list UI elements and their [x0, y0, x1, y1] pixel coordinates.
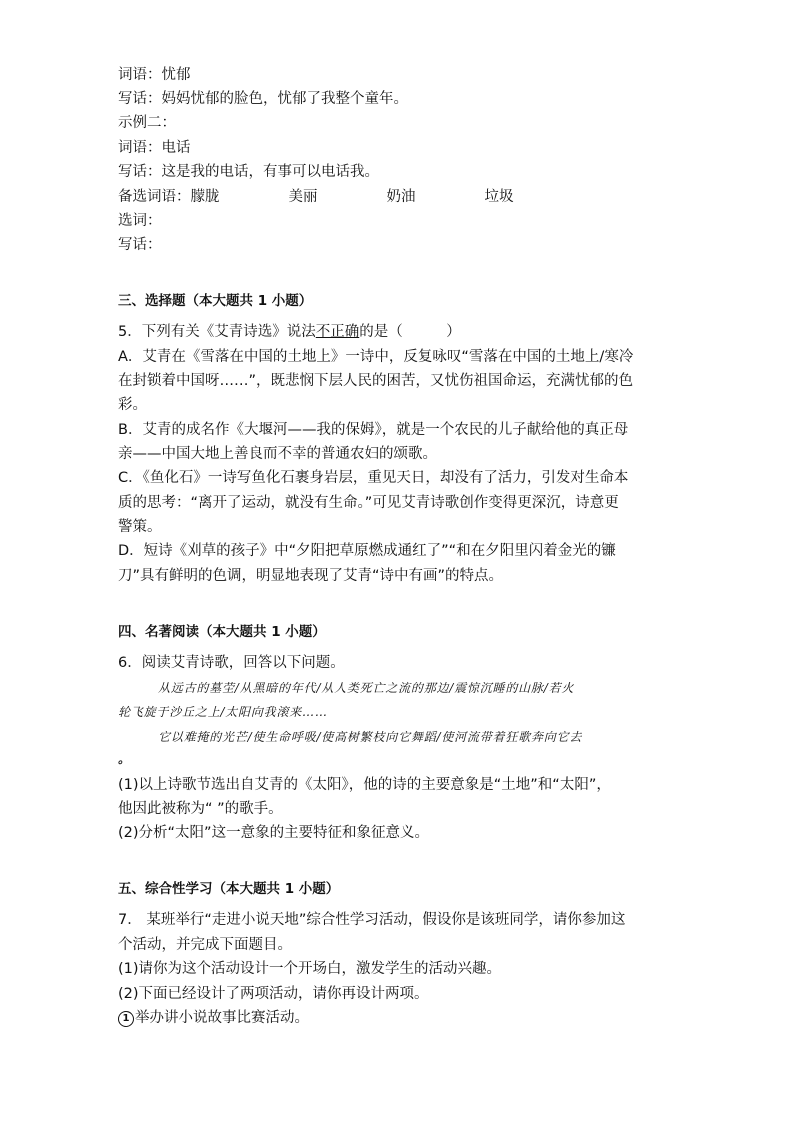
option-c-line: 警策。 — [118, 519, 162, 535]
example2-word-line: 词语：电话 — [118, 140, 191, 156]
option-b-line: B．艾青的成名作《大堰河——我的保姆》，就是一个农民的儿子献给他的真正母 — [118, 422, 629, 438]
option-a-line: 在封锁着中国呀……”，既悲悯下层人民的困苦，又忧伤祖国命运，充满忧郁的色 — [118, 373, 634, 389]
option-d-line: 刀”具有鲜明的色调，明显地表现了艾青“诗中有画”的特点。 — [118, 568, 504, 584]
poem-line: 。 — [118, 752, 131, 766]
write-sentence-field: 写话： — [118, 237, 162, 253]
question7-sub1: (1)请你为这个活动设计一个开场白，激发学生的活动兴趣。 — [118, 961, 502, 977]
question6-sub1-line: 他因此被称为“ ”的歌手。 — [118, 801, 283, 817]
poem-line: 它以难掩的光芒/使生命呼吸/使高树繁枝向它舞蹈/使河流带着狂歌奔向它去 — [158, 730, 583, 744]
example2-title: 示例二： — [118, 115, 176, 131]
candidate-words-label: 备选词语： — [118, 189, 191, 205]
question7-stem-line: 7． 某班举行“走进小说天地”综合性学习活动，假设你是该班同学，请你参加这 — [118, 912, 626, 928]
activity-text: 举办讲小说故事比赛活动。 — [135, 1010, 309, 1026]
emphasis-underline: 不正确 — [315, 324, 360, 340]
question6-stem: 6．阅读艾青诗歌，回答以下问题。 — [118, 655, 345, 671]
question6-sub2: (2)分析“太阳”这一意象的主要特征和象征意义。 — [118, 825, 430, 841]
option-c-line: C．《鱼化石》一诗写鱼化石裹身岩层，重见天日，却没有了活力，引发对生命本 — [118, 470, 629, 486]
section5-heading: 五、综合性学习（本大题共 1 小题） — [118, 881, 340, 897]
example1-sentence-line: 写话：妈妈忧郁的脸色，忧郁了我整个童年。 — [118, 91, 408, 107]
circled-number-one-icon: 1 — [118, 1011, 134, 1027]
poem-line: 轮飞旋于沙丘之上/太阳向我滚来…… — [118, 705, 328, 719]
question7-stem-line: 个活动，并完成下面题目。 — [118, 937, 292, 953]
question6-sub1-line: (1)以上诗歌节选出自艾青的《太阳》，他的诗的主要意象是“土地”和“太阳”， — [118, 777, 611, 793]
option-a-line: 彩。 — [118, 397, 147, 413]
question5-stem: 5．下列有关《艾青诗选》说法不正确的是（ ） — [118, 324, 461, 340]
example2-sentence-line: 写话：这是我的电话，有事可以电话我。 — [118, 164, 379, 180]
question7-sub2: (2)下面已经设计了两项活动，请你再设计两项。 — [118, 986, 429, 1002]
candidate-word: 奶油 — [386, 189, 416, 205]
example1-word-line: 词语：忧郁 — [118, 67, 191, 83]
candidate-word: 美丽 — [288, 189, 318, 205]
section4-heading: 四、名著阅读（本大题共 1 小题） — [118, 624, 326, 640]
candidate-words-line — [118, 185, 535, 209]
candidate-word: 垃圾 — [484, 189, 514, 205]
option-c-line: 质的思考：“离开了运动，就没有生命。”可见艾青诗歌创作变得更深沉，诗意更 — [118, 495, 619, 511]
poem-line: 从远古的墓茔/从黑暗的年代/从人类死亡之流的那边/震惊沉睡的山脉/若火 — [158, 681, 575, 695]
option-b-line: 亲——中国大地上善良而不幸的普通农妇的颂歌。 — [118, 446, 437, 462]
choose-word-field: 选词： — [118, 213, 162, 229]
option-a-line: A．艾青在《雪落在中国的土地上》一诗中，反复咏叹“雪落在中国的土地上/寒冷 — [118, 349, 634, 365]
activity-item — [118, 1006, 309, 1030]
option-d-line: D．短诗《刈草的孩子》中“夕阳把草原燃成通红了”“和在夕阳里闪着金光的镰 — [118, 543, 616, 559]
candidate-word: 朦胧 — [190, 189, 220, 205]
section3-heading: 三、选择题（本大题共 1 小题） — [118, 293, 313, 309]
